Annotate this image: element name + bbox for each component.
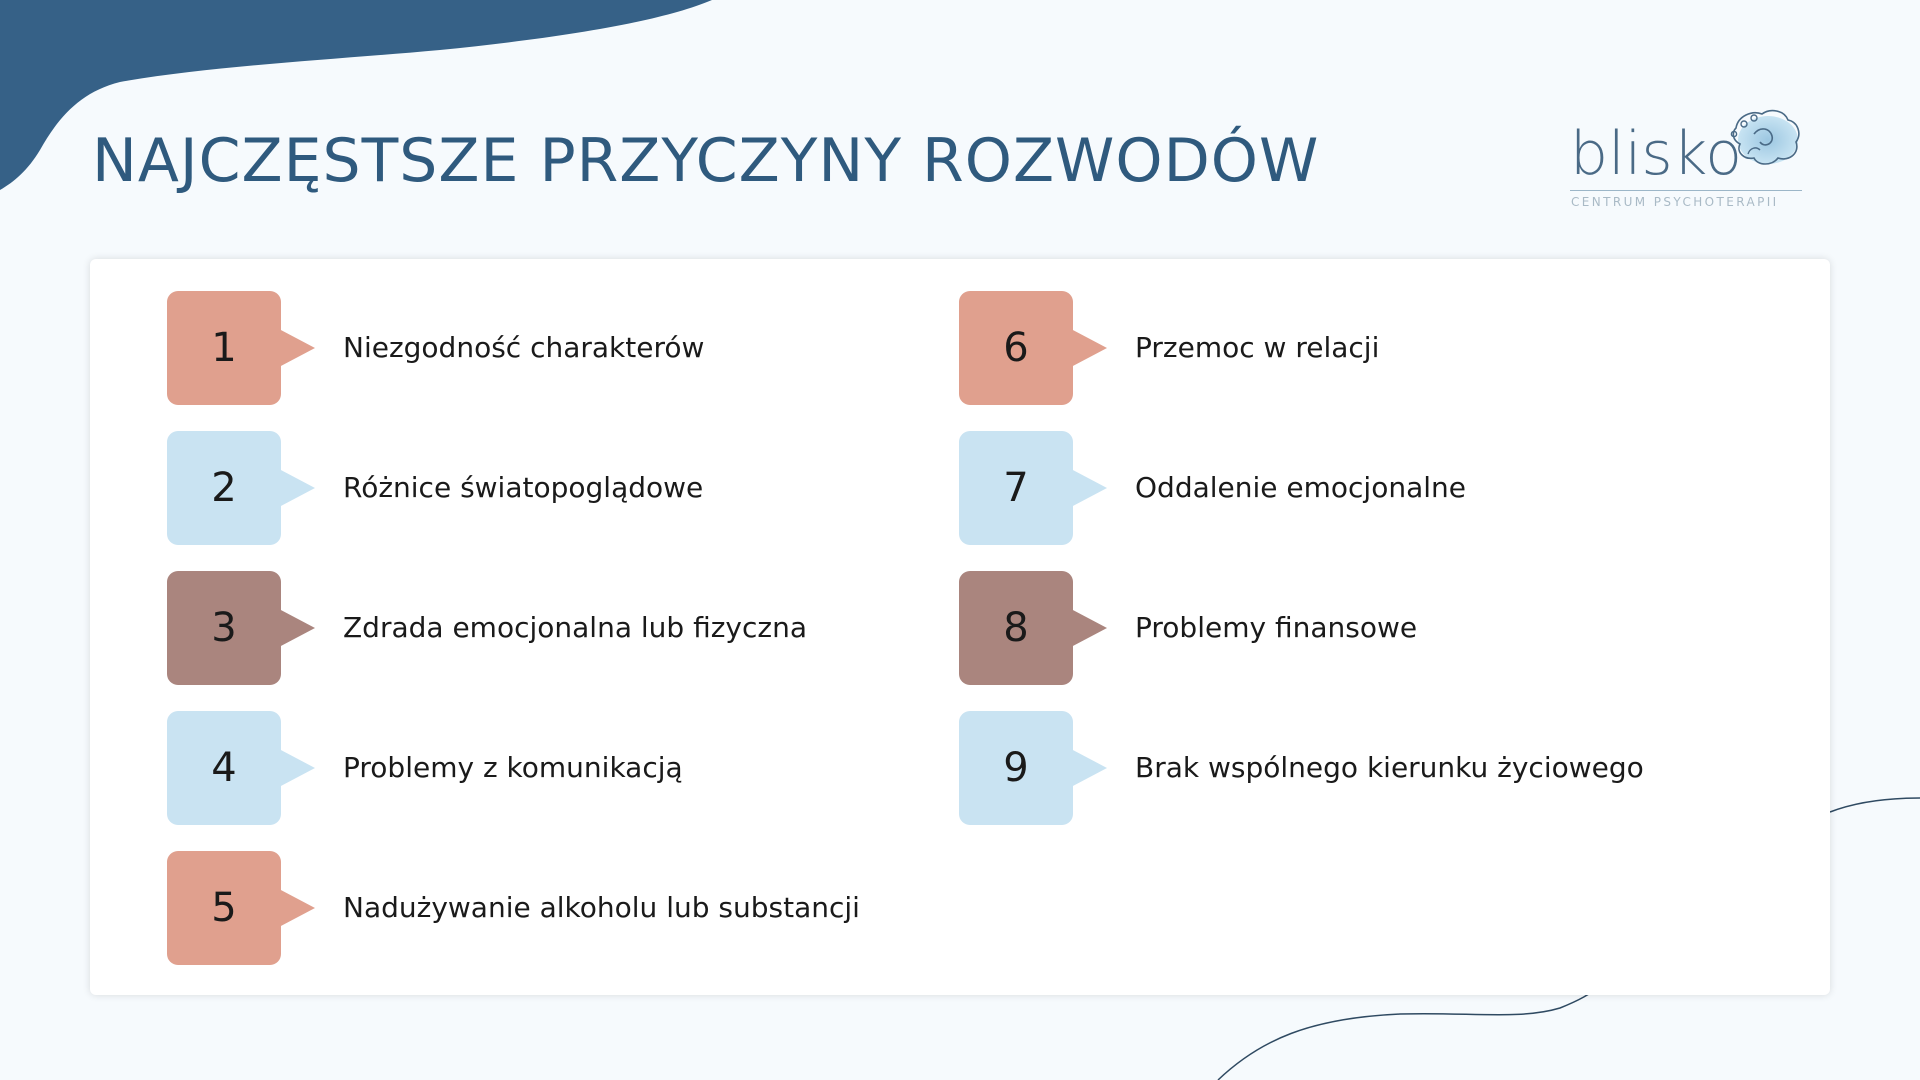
reason-number-badge: 8 (959, 571, 1073, 685)
badge-pointer (279, 749, 315, 787)
reason-item-2 (167, 431, 887, 545)
reason-number-badge: 2 (167, 431, 281, 545)
logo-tagline: CENTRUM PSYCHOTERAPII (1571, 195, 1779, 209)
reason-number-badge: 4 (167, 711, 281, 825)
badge-pointer (279, 469, 315, 507)
logo-wordmark: blisko (1570, 119, 1743, 189)
bottom-right-curve-line (1218, 986, 1600, 1080)
reason-label: Nadużywanie alkoholu lub substancji (343, 891, 860, 924)
reason-item-6 (959, 291, 1679, 405)
reason-number-badge: 5 (167, 851, 281, 965)
reason-item-7 (959, 431, 1679, 545)
reason-number-badge: 6 (959, 291, 1073, 405)
page-title: NAJCZĘSTSZE PRZYCZYNY ROZWODÓW (92, 126, 1320, 196)
badge-pointer (1071, 469, 1107, 507)
badge-pointer (279, 329, 315, 367)
reason-number-badge: 7 (959, 431, 1073, 545)
reason-label: Zdrada emocjonalna lub fizyczna (343, 611, 807, 644)
reason-item-9 (959, 711, 1679, 825)
reason-number-badge: 3 (167, 571, 281, 685)
badge-pointer (1071, 329, 1107, 367)
right-edge-curve-line (1830, 798, 1920, 812)
badge-pointer (1071, 749, 1107, 787)
badge-pointer (1071, 609, 1107, 647)
reason-item-3 (167, 571, 887, 685)
reason-label: Brak wspólnego kierunku życiowego (1135, 751, 1644, 784)
brand-logo (1566, 104, 1806, 214)
reason-item-5 (167, 851, 887, 965)
reason-label: Przemoc w relacji (1135, 331, 1380, 364)
reason-item-1 (167, 291, 887, 405)
reason-label: Problemy z komunikacją (343, 751, 683, 784)
badge-pointer (279, 889, 315, 927)
reason-item-8 (959, 571, 1679, 685)
reason-number-badge: 9 (959, 711, 1073, 825)
reason-label: Różnice światopoglądowe (343, 471, 704, 504)
reason-label: Oddalenie emocjonalne (1135, 471, 1466, 504)
reason-label: Niezgodność charakterów (343, 331, 705, 364)
reason-label: Problemy finansowe (1135, 611, 1418, 644)
reasons-card (90, 259, 1830, 995)
reason-number-badge: 1 (167, 291, 281, 405)
logo-divider (1570, 190, 1802, 191)
badge-pointer (279, 609, 315, 647)
reason-item-4 (167, 711, 887, 825)
